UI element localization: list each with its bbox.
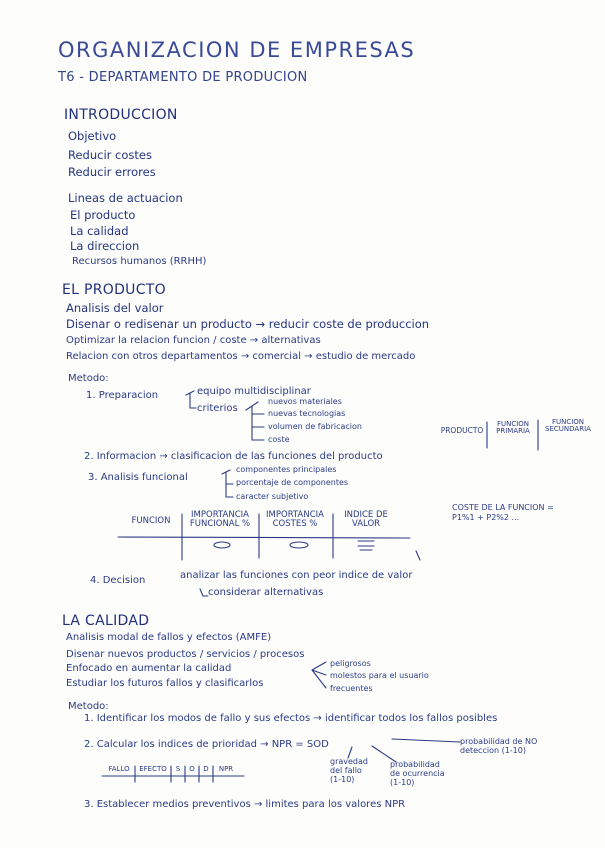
calidad-step-2: 2. Calcular los indices de prioridad → NPR = SOD [84,739,329,750]
brace-fallos [312,662,326,688]
npr-ocurrencia: probabilidad de ocurrencia (1-10) [390,760,445,788]
intro-objective: Objetivo [68,129,117,143]
step1-criterios: criterios [197,403,238,414]
calidad-line: Enfocado en aumentar la calidad [66,663,232,674]
bracket-step3 [222,470,233,497]
calidad-line: Disenar nuevos productos / servicios / procesos [66,649,305,660]
npr-table-header: O [189,765,195,773]
value-table-rule [118,537,410,538]
calidad-step-3: 3. Establecer medios preventivos → limites para los valores NPR [84,799,406,810]
value-cell-mark [214,542,230,548]
step4-considerar: considerar alternativas [208,587,324,598]
criterion-item: volumen de fabricacion [268,422,362,431]
value-table-header: IMPORTANCIA COSTES % [266,510,324,529]
producto-line: Relacion con otros departamentos → comercial → estudio de mercado [66,351,416,362]
step3-item: componentes principales [236,465,337,474]
coste-funcion-formula: COSTE DE LA FUNCION = P1%1 + P2%2 ... [452,503,554,522]
bracket-step1 [186,391,196,408]
bracket-criterios [246,402,264,440]
intro-objective: Reducir costes [68,148,152,162]
section-heading-calidad: LA CALIDAD [62,613,150,629]
page-subtitle: T6 - DEPARTAMENTO DE PRODUCION [58,70,308,85]
fallo-type: peligrosos [330,659,371,668]
producto-analysis: Analisis del valor [66,301,164,315]
criterion-item: nuevos materiales [268,397,342,406]
calidad-line: Analisis modal de fallos y efectos (AMFE) [66,632,272,643]
value-table-header: INDICE DE VALOR [344,510,388,529]
criterion-item: coste [268,435,290,444]
section-heading-producto: EL PRODUCTO [62,282,166,298]
fallo-type: frecuentes [330,684,373,693]
producto-metodo: Metodo: [68,373,109,384]
npr-deteccion: probabilidad de NO deteccion (1-10) [460,737,538,756]
intro-line-item: El producto [70,208,136,222]
func-col-producto: PRODUCTO [440,426,484,435]
npr-table-header: EFECTO [139,765,167,773]
npr-table-header: NPR [218,765,234,773]
value-cell-mark [290,542,308,548]
page-title: ORGANIZACION DE EMPRESAS [58,38,416,62]
pointer-arrow [416,551,420,560]
step4-hook [200,589,208,596]
intro-objective: Reducir errores [68,165,156,179]
fallo-type: molestos para el usuario [330,671,429,680]
value-table-header: FUNCION [131,516,171,526]
func-col-primaria: FUNCION PRIMARIA [496,420,530,436]
calidad-metodo: Metodo: [68,701,109,712]
value-cell-mark [358,541,374,550]
func-col-secundaria: FUNCION SECUNDARIA [545,418,591,434]
criterion-item: nuevas tecnologias [268,409,346,418]
intro-lines-heading: Lineas de actuacion [68,191,183,205]
step3-item: porcentaje de componentes [236,478,349,487]
producto-step-1: 1. Preparacion [86,390,159,401]
intro-line-item: La direccion [70,239,140,253]
step1-equipo: equipo multidisciplinar [197,386,311,397]
step3-item: caracter subjetivo [236,492,309,501]
npr-gravedad: gravedad del fallo (1-10) [330,757,368,785]
producto-line: Optimizar la relacion funcion / coste → alternativas [66,335,321,346]
calidad-step-1: 1. Identificar los modos de fallo y sus efectos → identificar todos los fallos posibles [84,713,498,724]
producto-line: Disenar o redisenar un producto → reducir coste de produccion [66,317,430,331]
npr-table-header: D [203,765,209,773]
step4-analizar: analizar las funciones con peor indice de valor [180,570,413,581]
producto-step-4: 4. Decision [90,575,146,586]
intro-line-item: La calidad [70,224,129,238]
producto-step-2: 2. Informacion → clasificacion de las funciones del producto [84,451,383,462]
npr-table-header: S [175,765,181,773]
section-heading-intro: INTRODUCCION [64,107,178,123]
intro-line-item: Recursos humanos (RRHH) [72,256,207,267]
producto-step-3: 3. Analisis funcional [88,472,188,483]
npr-table-header: FALLO [108,765,130,773]
calidad-line: Estudiar los futuros fallos y clasificarlos [66,678,264,689]
value-table-header: IMPORTANCIA FUNCIONAL % [189,510,251,529]
